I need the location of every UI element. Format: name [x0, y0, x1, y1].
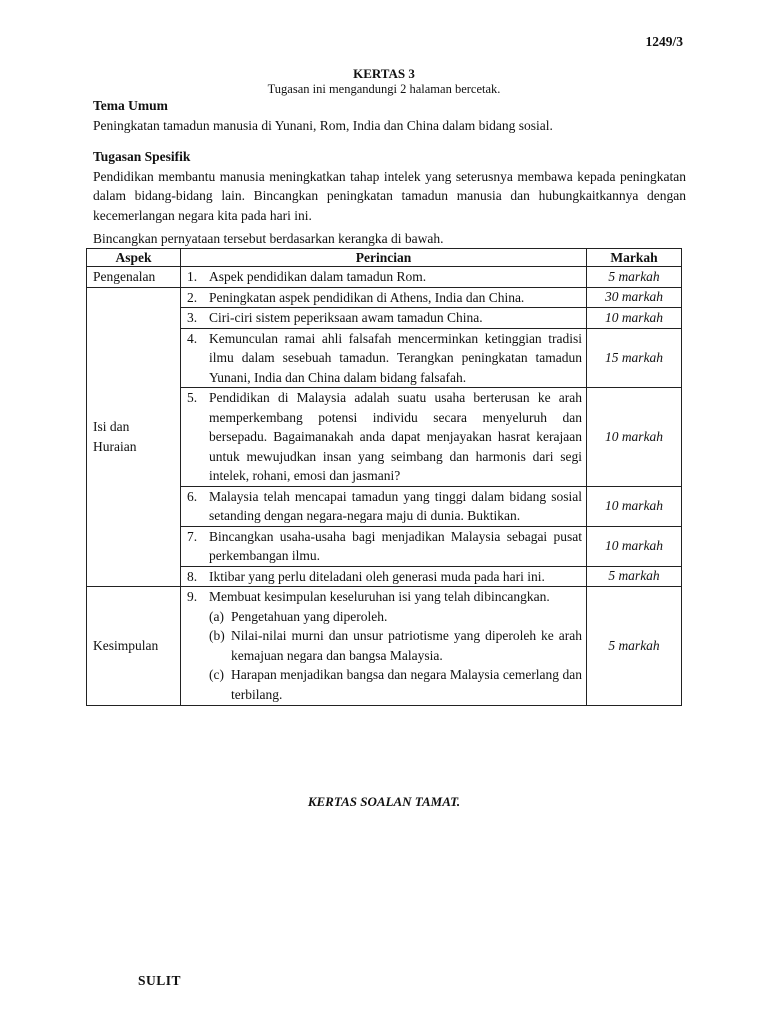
tema-umum-text: Peningkatan tamadun manusia di Yunani, Rom, India dan China dalam bidang sosial. — [93, 117, 553, 133]
sub-item-text: Pengetahuan yang diperoleh. — [231, 608, 388, 624]
item-text: Malaysia telah mencapai tamadun yang tinggi dalam bidang sosial setanding dengan negara-negara maju di dunia. Buktikan. — [209, 488, 582, 523]
mark-cell: 15 markah — [587, 328, 682, 388]
header-perincian: Perincian — [181, 249, 587, 267]
mark-cell: 10 markah — [587, 388, 682, 487]
mark-cell: 30 markah — [587, 287, 682, 308]
mark-cell: 5 markah — [587, 267, 682, 288]
detail-cell — [181, 486, 587, 526]
sub-item — [181, 626, 586, 665]
tugasan-spesifik-heading: Tugasan Spesifik — [93, 149, 191, 164]
detail-cell — [181, 287, 587, 308]
item-text: Peningkatan aspek pendidikan di Athens, India dan China. — [209, 289, 525, 305]
paper-title: KERTAS 3 — [353, 66, 415, 81]
tugasan-spesifik-text: Pendidikan membantu manusia meningkatkan tahap intelek yang seterusnya membawa kepada peningkatan dalam bidang-bidang lain. Bincangkan peningkatan tamadun manusia dan hubungkaitkannya dengan kecemerlangan negara kita pada hari ini. — [93, 168, 686, 223]
item-number: 1. — [187, 269, 198, 284]
tema-umum-section — [93, 96, 686, 135]
table-row — [87, 587, 682, 706]
item-number: 9. — [187, 589, 198, 604]
detail-cell — [181, 566, 587, 587]
item-text: Ciri-ciri sistem peperiksaan awam tamadun China. — [209, 310, 483, 325]
item-text: Membuat kesimpulan keseluruhan isi yang telah dibincangkan. — [209, 589, 550, 604]
aspect-isi-huraian — [87, 287, 181, 587]
sub-item-label: (c) — [209, 667, 224, 682]
paper-subtitle: Tugasan ini mengandungi 2 halaman bercetak. — [267, 82, 501, 96]
item-number: 7. — [187, 528, 198, 544]
item-text: Aspek pendidikan dalam tamadun Rom. — [209, 269, 427, 284]
sub-item-text: Harapan menjadikan bangsa dan negara Malaysia cemerlang dan terbilang. — [231, 667, 582, 702]
header-markah: Markah — [587, 249, 682, 267]
item-number: 8. — [187, 568, 198, 584]
detail-cell — [181, 328, 587, 388]
tugasan-spesifik-section — [93, 147, 686, 225]
table-row — [87, 287, 682, 308]
aspect-kesimpulan: Kesimpulan — [87, 587, 181, 706]
tema-umum-heading: Tema Umum — [93, 98, 168, 113]
end-of-paper-text: KERTAS SOALAN TAMAT. — [307, 794, 461, 809]
aspect-isi-label: Isi dan Huraian — [93, 419, 137, 454]
sub-item — [181, 607, 586, 627]
sulit-label: SULIT — [138, 973, 182, 988]
sub-item-label: (a) — [209, 608, 224, 624]
table-row — [87, 267, 682, 288]
mark-cell: 10 markah — [587, 308, 682, 329]
detail-cell — [181, 308, 587, 329]
item-number: 4. — [187, 330, 198, 346]
task-framework-table — [86, 248, 682, 706]
detail-cell — [181, 267, 587, 288]
paper-code: 1249/3 — [645, 34, 683, 49]
sub-item-label: (b) — [209, 628, 225, 643]
item-text: Kemunculan ramai ahli falsafah mencerminkan ketinggian tradisi ilmu dalam sesebuah tamadun. Terangkan peningkatan tamadun Yunani, India dan China dalam bidang falsafah. — [209, 330, 582, 385]
sub-item-text: Nilai-nilai murni dan unsur patriotisme yang diperoleh ke arah kemajuan negara dan bangsa Malaysia. — [231, 628, 582, 663]
mark-cell: 5 markah — [587, 566, 682, 587]
table-header-row — [87, 249, 682, 267]
item-text: Iktibar yang perlu diteladani oleh generasi muda pada hari ini. — [209, 568, 545, 584]
detail-cell — [181, 587, 587, 706]
item-number: 6. — [187, 488, 198, 504]
item-number: 2. — [187, 289, 198, 305]
mark-cell: 10 markah — [587, 486, 682, 526]
detail-cell — [181, 526, 587, 566]
detail-cell — [181, 388, 587, 487]
mark-cell: 5 markah — [587, 587, 682, 706]
header-aspek: Aspek — [87, 249, 181, 267]
item-text: Bincangkan usaha-usaha bagi menjadikan Malaysia sebagai pusat perkembangan ilmu. — [209, 528, 582, 563]
item-number: 5. — [187, 390, 198, 405]
sub-item — [181, 665, 586, 704]
aspect-pengenalan: Pengenalan — [87, 267, 181, 288]
item-number: 3. — [187, 310, 198, 325]
instruction-text: Bincangkan pernyataan tersebut berdasarkan kerangka di bawah. — [93, 231, 444, 246]
mark-cell: 10 markah — [587, 526, 682, 566]
item-text: Pendidikan di Malaysia adalah suatu usaha berterusan ke arah memperkembang potensi individu secara menyeluruh dan bersepadu. Bagaimanakah anda dapat menjayakan hasrat kerajaan untuk mewujudkan insan yang seimbang dan harmonis dari segi intelek, rohani, emosi dan jasmani? — [209, 390, 582, 483]
